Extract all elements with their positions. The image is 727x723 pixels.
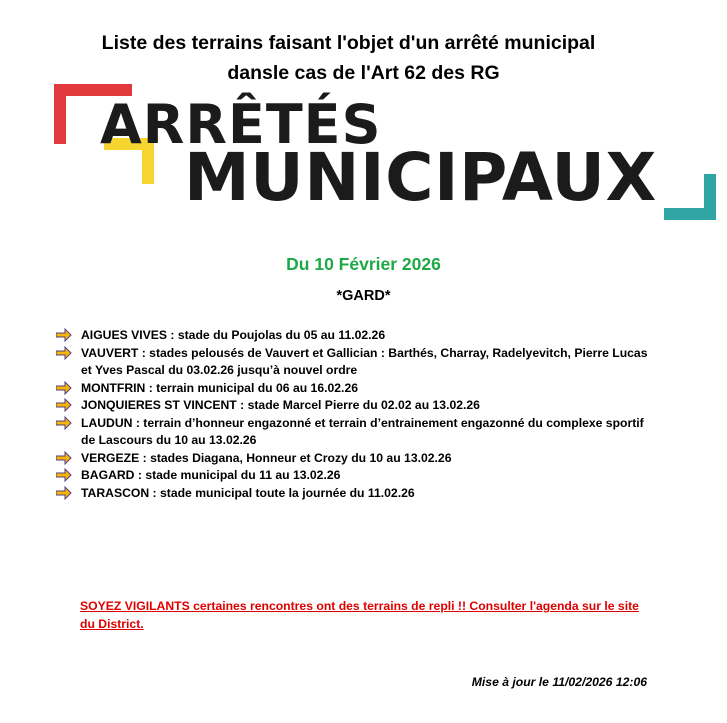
list-item	[56, 397, 656, 415]
list-item-text: VERGEZE : stades Diagana, Honneur et Crozy du 10 au 13.02.26	[81, 450, 452, 465]
last-updated: Mise à jour le 11/02/2026 12:06	[471, 675, 647, 689]
arrow-bullet-icon	[56, 486, 72, 500]
district-agenda-link[interactable]: SOYEZ VIGILANTS certaines rencontres ont des terrains de repli !! Consulter l'agenda sur le site du District.	[80, 599, 639, 631]
list-item-text: MONTFRIN : terrain municipal du 06 au 16.02.26	[81, 380, 358, 395]
list-item-text: VAUVERT : stades pelousés de Vauvert et Gallician : Barthés, Charray, Radelyevitch, Pierre Lucas et Yves Pascal du 03.02.26 jusqu’à nouvel ordre	[81, 345, 648, 377]
arrow-bullet-icon	[56, 346, 72, 360]
list-item	[56, 467, 656, 485]
list-item	[56, 450, 656, 468]
arrow-bullet-icon	[56, 451, 72, 465]
department-heading: *GARD*	[336, 288, 391, 304]
list-item	[56, 485, 656, 503]
page-title: Liste des terrains faisant l'objet d'un arrêté municipal	[101, 32, 596, 54]
list-item-text: LAUDUN : terrain d’honneur engazonné et terrain d’entrainement engazonné du complexe sportif de Lascours du 10 au 13.02.26	[81, 415, 644, 447]
arrow-bullet-icon	[56, 416, 72, 430]
arrow-bullet-icon	[56, 381, 72, 395]
logo-word-municipaux: MUNICIPAUX	[184, 139, 657, 216]
list-item	[56, 380, 656, 398]
list-item	[56, 415, 656, 450]
terrain-list	[56, 327, 656, 502]
arrow-bullet-icon	[56, 468, 72, 482]
list-item-text: JONQUIERES ST VINCENT : stade Marcel Pierre du 02.02 au 13.02.26	[81, 398, 480, 412]
date-heading: Du 10 Février 2026	[286, 254, 441, 274]
list-item-text: AIGUES VIVES : stade du Poujolas du 05 au 11.02.26	[81, 328, 386, 342]
arrow-bullet-icon	[56, 328, 72, 342]
list-item-text: BAGARD : stade municipal du 11 au 13.02.26	[81, 468, 341, 482]
logo-word-arretes: ARRÊTÉS	[100, 93, 382, 156]
list-item	[56, 345, 656, 380]
arretes-municipaux-logo	[54, 84, 716, 220]
arrow-bullet-icon	[56, 398, 72, 412]
list-item	[56, 327, 656, 345]
list-item-text: TARASCON : stade municipal toute la journée du 11.02.26	[81, 485, 415, 500]
page-subtitle: dansle cas de l'Art 62 des RG	[227, 62, 500, 84]
